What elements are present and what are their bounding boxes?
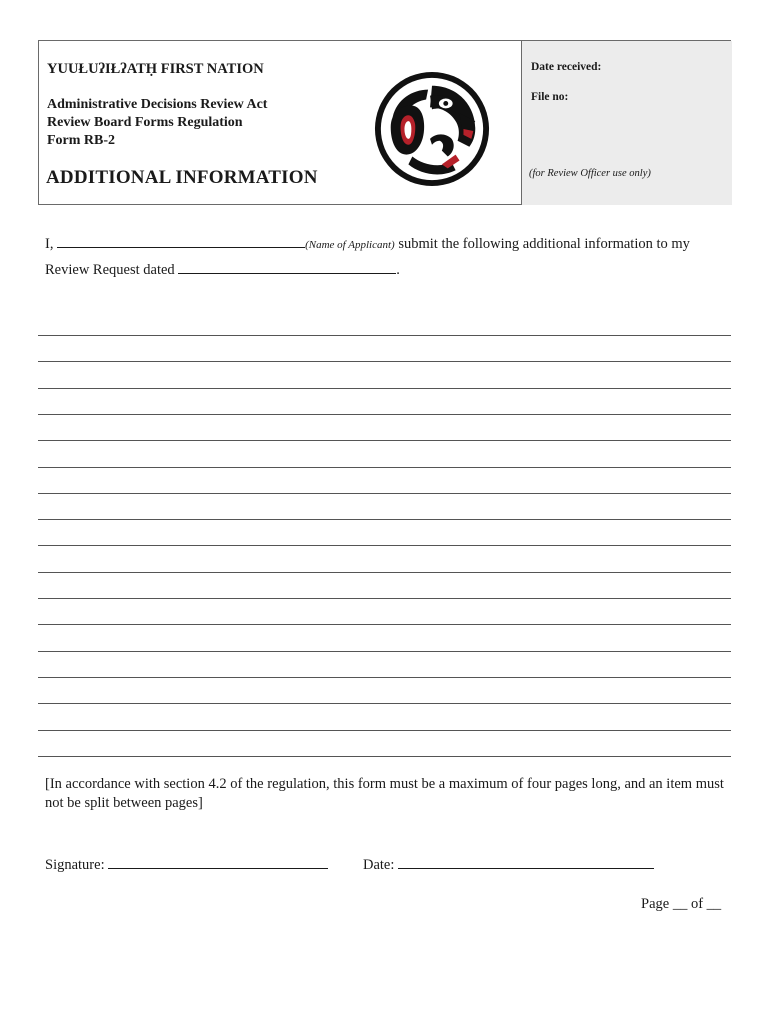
writing-line[interactable]	[38, 703, 731, 704]
applicant-hint: (Name of Applicant)	[305, 239, 395, 251]
review-request-period: .	[396, 262, 400, 278]
date-row	[363, 855, 654, 874]
writing-line[interactable]	[38, 545, 731, 546]
applicant-statement	[45, 234, 690, 253]
act-reference	[47, 96, 267, 150]
act-title: Administrative Decisions Review Act	[47, 97, 268, 112]
writing-line[interactable]	[38, 572, 731, 573]
review-request-date-field[interactable]	[178, 260, 396, 274]
applicant-suffix: submit the following additional information to my	[398, 236, 690, 252]
page-limit-note: [In accordance with section 4.2 of the regulation, this form must be a maximum of four pages long, and an item must not be split between pages]	[45, 776, 724, 811]
writing-line[interactable]	[38, 624, 731, 625]
writing-line[interactable]	[38, 440, 731, 441]
eagle-crest-logo-icon	[373, 70, 491, 188]
nation-name: YUUŁUʔIŁʔATḤ FIRST NATION	[47, 61, 264, 77]
form-number: Form RB-2	[47, 133, 116, 148]
of-label: of	[690, 896, 704, 912]
writing-line[interactable]	[38, 677, 731, 678]
office-use-note: (for Review Officer use only)	[529, 168, 651, 179]
writing-line[interactable]	[38, 335, 731, 336]
signature-label: Signature:	[45, 857, 105, 873]
file-no-label: File no:	[531, 91, 569, 103]
page-title: ADDITIONAL INFORMATION	[46, 167, 318, 188]
writing-line[interactable]	[38, 519, 731, 520]
writing-line[interactable]	[38, 651, 731, 652]
signature-field[interactable]	[108, 855, 328, 869]
date-field[interactable]	[398, 855, 654, 869]
regulation-title: Review Board Forms Regulation	[47, 115, 243, 130]
form-header	[38, 40, 731, 205]
date-label: Date:	[363, 857, 395, 873]
writing-line[interactable]	[38, 414, 731, 415]
review-request-prefix: Review Request dated	[45, 262, 175, 278]
review-request-line	[45, 260, 400, 279]
writing-line[interactable]	[38, 730, 731, 731]
applicant-name-field[interactable]	[57, 234, 305, 248]
applicant-prefix: I,	[45, 236, 54, 252]
writing-line[interactable]	[38, 361, 731, 362]
page-number	[641, 896, 721, 913]
page-blank[interactable]: __	[672, 896, 688, 912]
signature-row	[45, 855, 328, 874]
of-blank[interactable]: __	[706, 896, 722, 912]
office-use-box	[521, 41, 732, 205]
writing-line[interactable]	[38, 388, 731, 389]
writing-line[interactable]	[38, 467, 731, 468]
writing-line[interactable]	[38, 598, 731, 599]
writing-line[interactable]	[38, 493, 731, 494]
writing-line[interactable]	[38, 756, 731, 757]
date-received-label: Date received:	[531, 61, 602, 73]
page-label: Page	[641, 896, 670, 912]
